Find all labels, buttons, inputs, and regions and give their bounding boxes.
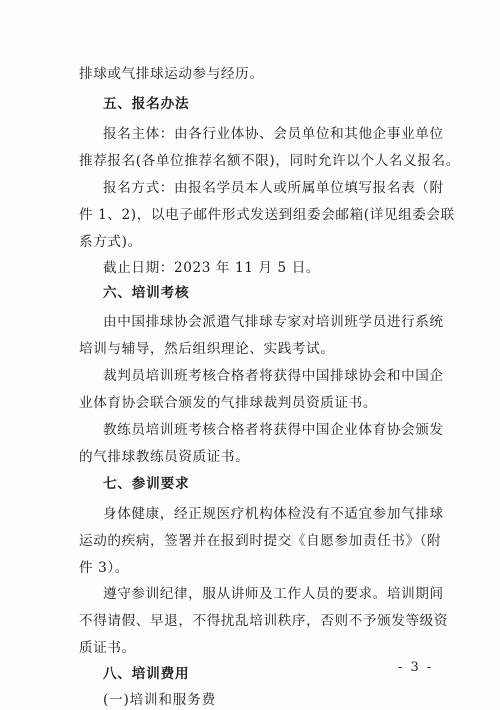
body-text-line: 运动的疾病，签署并在报到时提交《自愿参加责任书》（附 xyxy=(79,533,442,549)
body-text-line: 报名方式：由报名学员本人或所属单位填写报名表（附 xyxy=(103,180,444,196)
subsection-heading-training-fee: (一)培训和服务费 xyxy=(103,692,216,708)
body-text-line: 身体健康，经正规医疗机构体检没有不适宜参加气排球 xyxy=(103,506,444,522)
section-heading-requirements: 七、参训要求 xyxy=(103,476,190,492)
body-text-line: 不得请假、早退，不得扰乱培训秩序，否则不予颁发等级资 xyxy=(79,613,449,629)
body-text-line: 业体育协会联合颁发的气排球裁判员资质证书。 xyxy=(79,395,378,411)
section-heading-fees: 八、培训费用 xyxy=(103,666,190,682)
body-text-line: 由中国排球协会派遣气排球专家对培训班学员进行系统 xyxy=(103,314,444,330)
body-text-line: 件 3）。 xyxy=(79,560,129,576)
section-heading-assessment: 六、培训考核 xyxy=(103,285,190,301)
body-text-line: 的气排球教练员资质证书。 xyxy=(79,449,250,465)
body-text-line: 培训与辅导，然后组织理论、实践考试。 xyxy=(79,341,335,357)
body-text-line: 排球或气排球运动参与经历。 xyxy=(79,66,264,82)
body-text-line: 推荐报名(各单位推荐名额不限)，同时允许以个人名义报名。 xyxy=(79,153,460,169)
body-text-line: 教练员培训班考核合格者将获得中国企业体育协会颁发 xyxy=(103,422,444,438)
deadline-text: 截止日期：2023 年 11 月 5 日。 xyxy=(103,260,321,276)
body-text-line: 件 1、2)，以电子邮件形式发送到组委会邮箱(详见组委会联 xyxy=(79,207,455,223)
page-number: - 3 - xyxy=(398,660,434,675)
body-text-line: 系方式)。 xyxy=(79,234,142,250)
body-text-line: 报名主体：由各行业体协、会员单位和其他企事业单位 xyxy=(103,126,444,142)
section-heading-registration: 五、报名办法 xyxy=(103,96,190,112)
body-text-line: 遵守参训纪律，服从讲师及工作人员的要求。培训期间 xyxy=(103,586,444,602)
body-text-line: 裁判员培训班考核合格者将获得中国排球协会和中国企 xyxy=(103,368,444,384)
body-text-line: 质证书。 xyxy=(79,640,136,656)
